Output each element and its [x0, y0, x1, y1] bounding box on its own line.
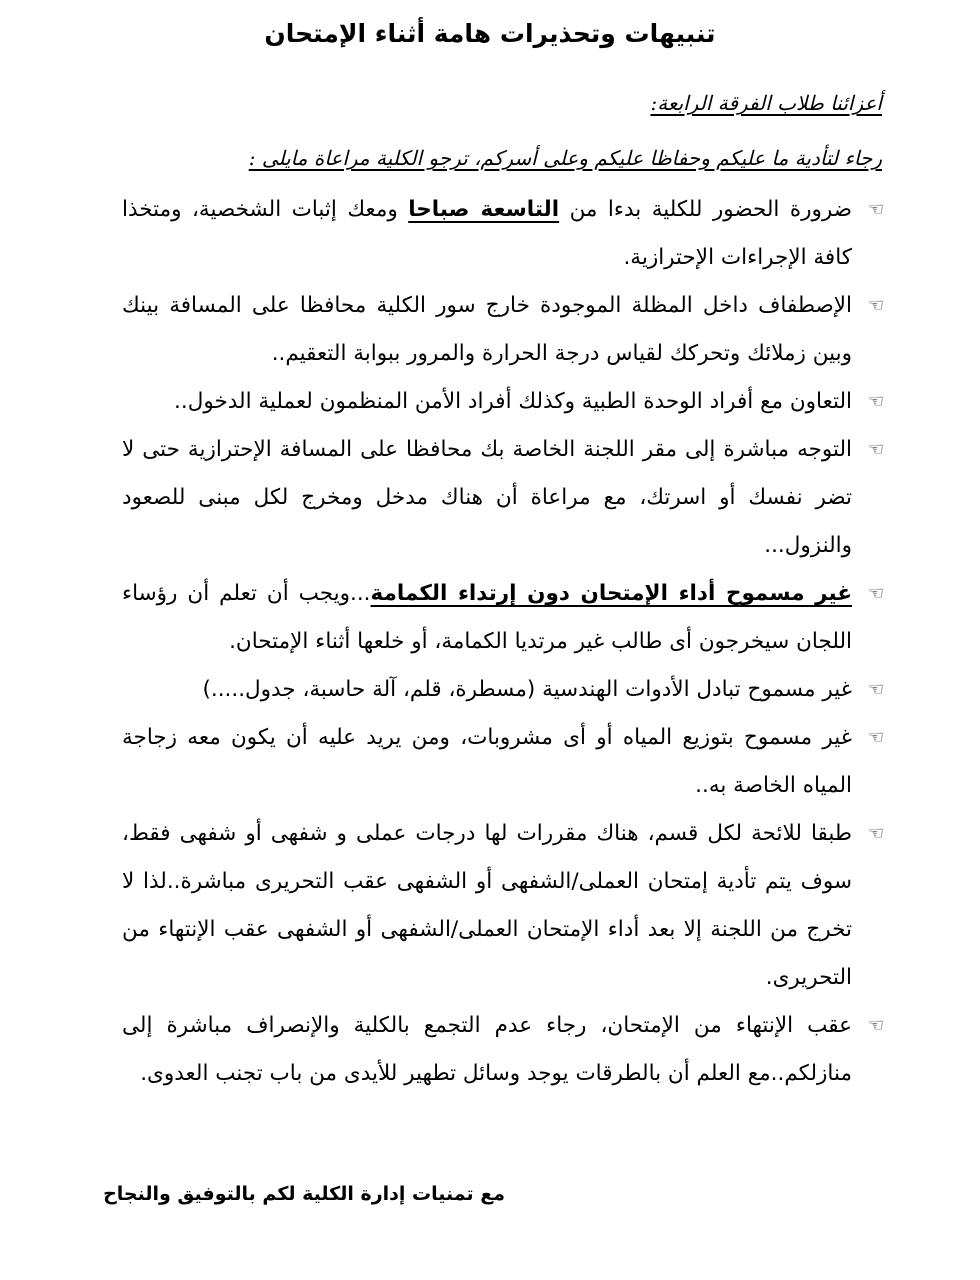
pointing-hand-icon: ☜	[867, 823, 884, 844]
instruction-text: التعاون مع أفراد الوحدة الطبية وكذلك أفراد الأمن المنظمون لعملية الدخول..	[174, 389, 852, 414]
closing-line: مع تمنيات إدارة الكلية لكم بالتوفيق والنجاح	[103, 1183, 505, 1205]
pointing-hand-icon: ☜	[867, 391, 884, 412]
instructions-list	[122, 186, 884, 1098]
pointing-hand-icon: ☜	[867, 295, 884, 316]
instruction-text: عقب الإنتهاء من الإمتحان، رجاء عدم التجمع بالكلية والإنصراف مباشرة إلى منازلكم..مع العلم أن بالطرقات يوجد وسائل تطهير للأيدى من باب تجنب العدوى.	[122, 1013, 852, 1086]
instruction-emphasis: التاسعة صباحا	[408, 197, 560, 222]
instruction-item	[122, 666, 884, 714]
pointing-hand-icon: ☜	[867, 439, 884, 460]
instruction-item	[122, 282, 884, 378]
instruction-text: التوجه مباشرة إلى مقر اللجنة الخاصة بك محافظا على المسافة الإحترازية حتى لا تضر نفسك أو اسرتك، مع مراعاة أن هناك مدخل ومخرج لكل مبنى للصعود والنزول...	[122, 437, 852, 558]
instruction-text: طبقا للائحة لكل قسم، هناك مقررات لها درجات عملى و شفهى أو شفهى فقط، سوف يتم تأدية إمتحان العملى/الشفهى أو الشفهى عقب التحريرى مباشرة..لذا لا تخرج من اللجنة إلا بعد أداء الإمتحان العملى/الشفهى أو الشفهى عقب الإنتهاء من التحريرى.	[122, 821, 852, 990]
pointing-hand-icon: ☜	[867, 1015, 884, 1036]
instruction-text-continued: ...ويجب أن تعلم أن رؤساء اللجان سيخرجون أى طالب غير مرتديا الكمامة، أو خلعها أثناء الإمتحان.	[122, 581, 852, 654]
pointing-hand-icon: ☜	[867, 727, 884, 748]
instruction-item	[122, 378, 884, 426]
instruction-text: ضرورة الحضور للكلية بدءا من	[559, 197, 853, 222]
instruction-item	[122, 570, 884, 666]
pointing-hand-icon: ☜	[867, 583, 884, 604]
instruction-item	[122, 1002, 884, 1098]
instruction-item	[122, 426, 884, 570]
instruction-emphasis: غير مسموح أداء الإمتحان دون إرتداء الكمامة	[370, 581, 853, 606]
instruction-text: غير مسموح بتوزيع المياه أو أى مشروبات، ومن يريد عليه أن يكون معه زجاجة المياه الخاصة به..	[122, 725, 852, 798]
instruction-text: غير مسموح تبادل الأدوات الهندسية (مسطرة، قلم، آلة حاسبة، جدول.....)	[202, 677, 852, 702]
instruction-item	[122, 810, 884, 1002]
page-title: تنبيهات وتحذيرات هامة أثناء الإمتحان	[264, 19, 716, 48]
greeting-line: أعزائنا طلاب الفرقة الرابعة:	[650, 91, 882, 115]
instruction-text: الإصطفاف داخل المظلة الموجودة خارج سور الكلية محافظا على المسافة بينك وبين زملائك وتحركك لقياس درجة الحرارة والمرور ببوابة التعقيم..	[122, 293, 852, 366]
pointing-hand-icon: ☜	[867, 199, 884, 220]
pointing-hand-icon: ☜	[867, 679, 884, 700]
instruction-item	[122, 714, 884, 810]
instruction-text-continued: ومعك إثبات الشخصية، ومتخذا كافة الإجراءات الإحترازية.	[122, 197, 852, 270]
intro-line: رجاء لتأدية ما عليكم وحفاظا عليكم وعلى أسركم، ترجو الكلية مراعاة مايلى :	[248, 146, 882, 170]
instruction-item	[122, 186, 884, 282]
